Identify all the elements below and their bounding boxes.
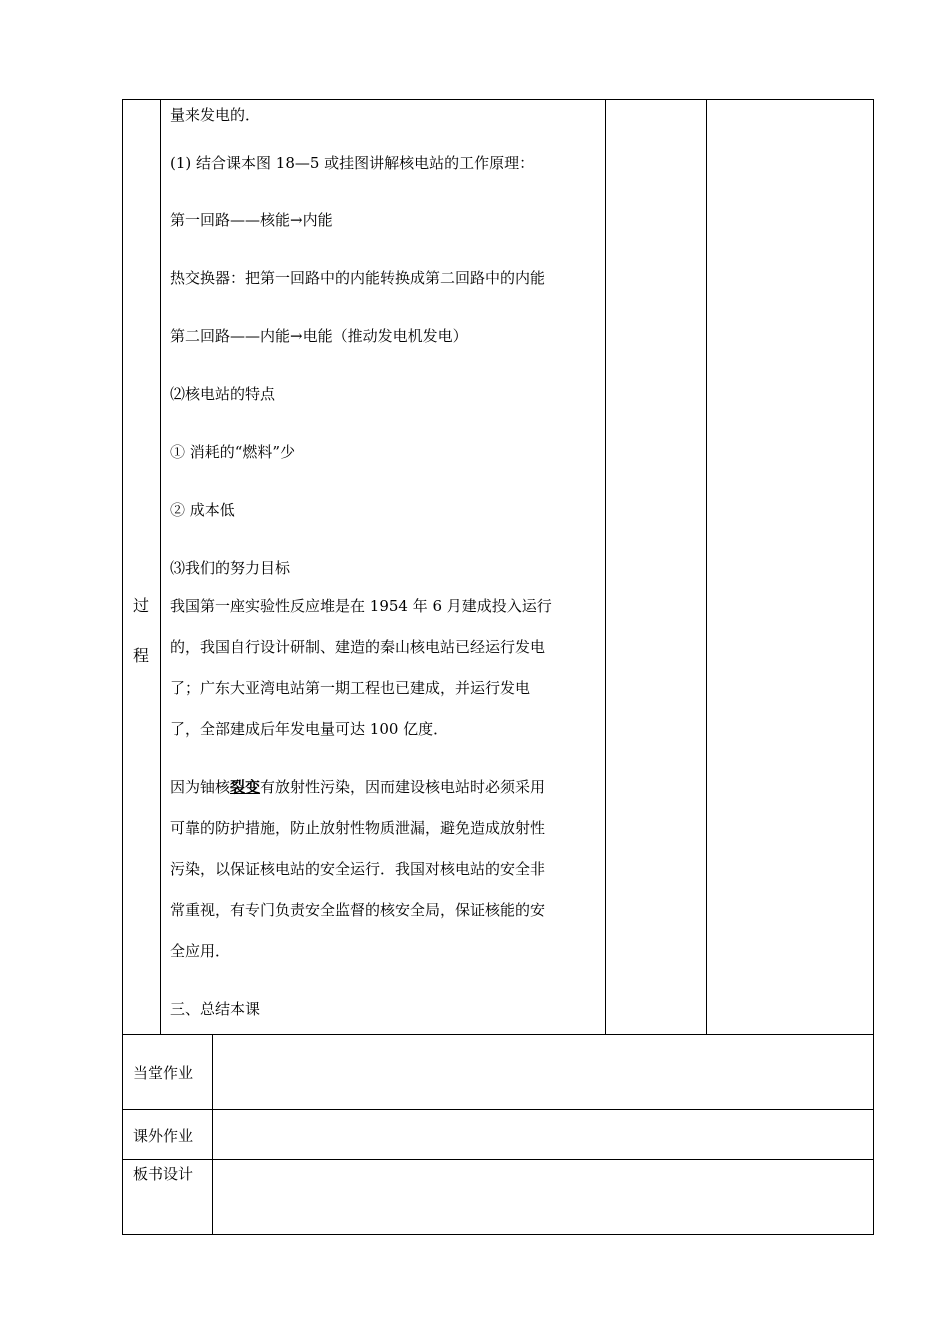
row-divider-board [122,1159,874,1160]
content-line: 的，我国自行设计研制、建造的秦山核电站已经运行发电 [170,638,546,656]
paragraph-prefix: 因为铀核 [170,778,231,796]
content-line: 了，全部建成后年发电量可达 100 亿度． [170,720,449,738]
table-top-border [122,99,874,100]
content-line: ⑵核电站的特点 [170,385,276,403]
content-line: 污染，以保证核电站的安全运行．我国对核电站的安全非 [170,860,546,878]
row-divider-classwork [122,1034,874,1035]
homework-label: 课外作业 [133,1127,194,1145]
content-line: (1) 结合课本图 18—5 或挂图讲解核电站的工作原理： [170,154,535,172]
col-divider-label [212,1034,213,1235]
table-bottom-border [122,1234,874,1235]
content-line: ⑶我们的努力目标 [170,559,291,577]
board-design-label: 板书设计 [133,1165,194,1183]
row-divider-homework [122,1109,874,1110]
paragraph-rest: 有放射性污染，因而建设核电站时必须采用 [260,778,546,796]
content-line: 热交换器：把第一回路中的内能转换成第二回路中的内能 [170,269,546,287]
content-line: ② 成本低 [170,501,235,519]
content-line: 第一回路——核能→内能 [170,211,333,229]
key-term-fission: 裂变 [230,778,261,796]
stage-label-char-2: 程 [133,646,150,665]
col-divider-stage [160,99,161,1035]
col-divider-teacher [605,99,606,1035]
content-line: 全应用． [170,942,231,960]
content-line: 可靠的防护措施，防止放射性物质泄漏，避免造成放射性 [170,819,546,837]
stage-label-char-1: 过 [133,596,150,615]
content-line: 了；广东大亚湾电站第一期工程也已建成，并运行发电 [170,679,531,697]
content-line: 量来发电的． [170,106,261,124]
table-left-border [122,99,123,1235]
content-line: 常重视，有专门负责安全监督的核安全局，保证核能的安 [170,901,546,919]
summary-heading: 三、总结本课 [170,1000,261,1018]
content-line: 第二回路——内能→电能（推动发电机发电） [170,327,468,345]
col-divider-student [706,99,707,1035]
content-line: 我国第一座实验性反应堆是在 1954 年 6 月建成投入运行 [170,597,552,615]
classwork-label: 当堂作业 [133,1064,194,1082]
content-line: ① 消耗的“燃料”少 [170,443,296,461]
content-line [170,777,545,797]
table-right-border [873,99,874,1235]
